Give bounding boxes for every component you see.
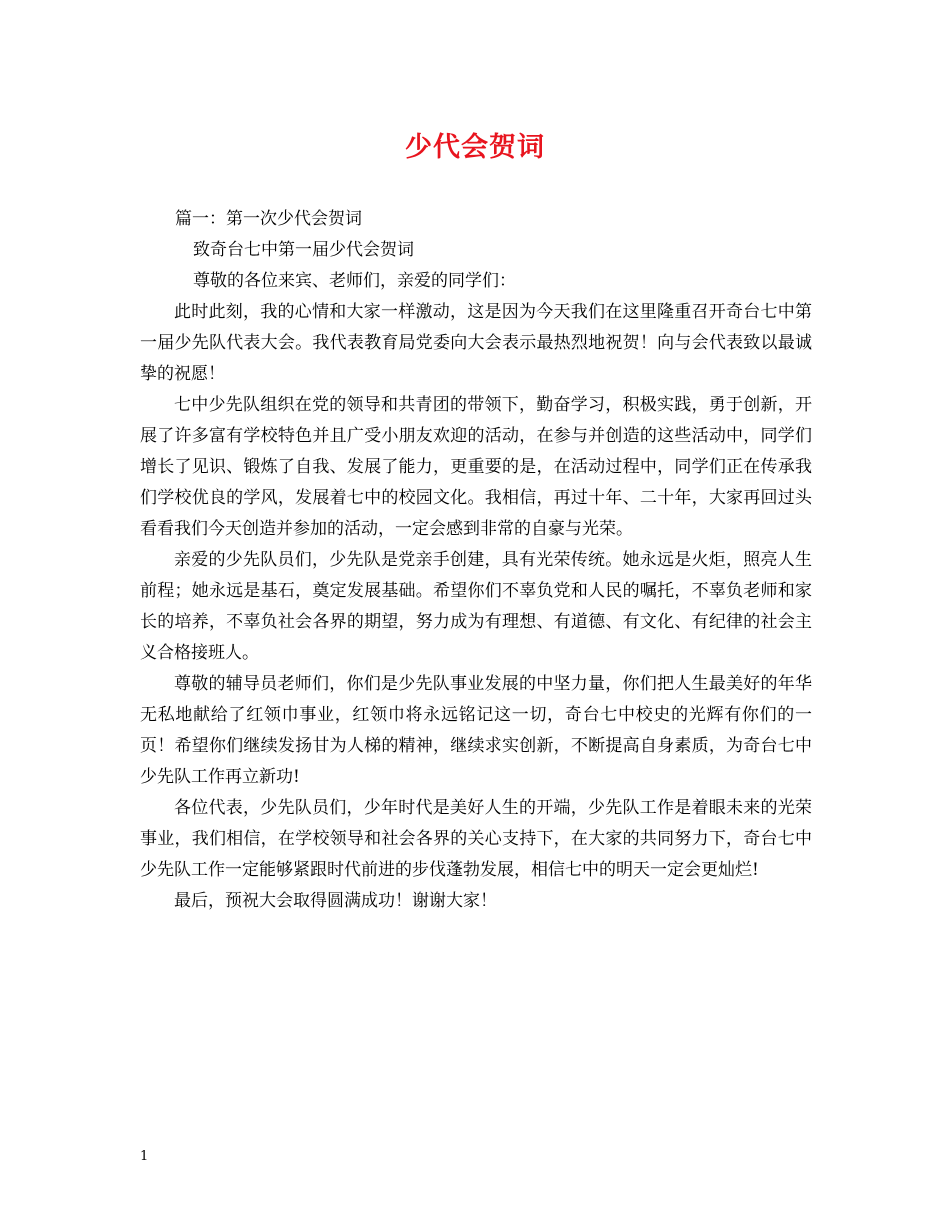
paragraph-achievements: 七中少先队组织在党的领导和共青团的带领下，勤奋学习，积极实践，勇于创新，开展了许多富有学校特色并且广受小朋友欢迎的活动，在参与并创造的这些活动中，同学们增长了见识、锻炼了自我、发展了能力，更重要的是，在活动过程中，同学们正在传承我们学校优良的学风，发展着七中的校园文化。我相信，再过十年、二十年，大家再回过头看看我们今天创造并参加的活动，一定会感到非常的自豪与光荣。 [140,395,812,539]
document-body [140,204,812,917]
page-number: 1 [140,1149,149,1164]
document-title: 少代会贺词 [405,132,545,163]
paragraph-counselors: 尊敬的辅导员老师们，你们是少先队事业发展的中坚力量，你们把人生最美好的年华无私地献给了红领巾事业，红领巾将永远铭记这一切，奇台七中校史的光辉有你们的一页！希望你们继续发扬甘为人梯的精神，继续求实创新，不断提高自身素质，为奇台七中少先队工作再立新功! [140,674,812,787]
salutation: 尊敬的各位来宾、老师们，亲爱的同学们： [193,271,516,291]
paragraph-future: 各位代表，少先队员们，少年时代是美好人生的开端，少先队工作是着眼未来的光荣事业，我们相信，在学校领导和社会各界的关心支持下，在大家的共同努力下，奇台七中少先队工作一定能够紧跟时代前进的步伐蓬勃发展，相信七中的明天一定会更灿烂! [140,798,812,880]
letter-heading: 致奇台七中第一届少代会贺词 [193,240,414,260]
paragraph-closing: 最后，预祝大会取得圆满成功！谢谢大家！ [174,891,497,911]
section-heading: 篇一：第一次少代会贺词 [175,209,362,229]
paragraph-pioneers: 亲爱的少先队员们，少先队是党亲手创建，具有光荣传统。她永远是火炬，照亮人生前程；她永远是基石，奠定发展基础。希望你们不辜负党和人民的嘱托，不辜负老师和家长的培养，不辜负社会各界的期望，努力成为有理想、有道德、有文化、有纪律的社会主义合格接班人。 [140,550,812,663]
paragraph-opening: 此时此刻，我的心情和大家一样激动，这是因为今天我们在这里隆重召开奇台七中第一届少先队代表大会。我代表教育局党委向大会表示最热烈地祝贺！向与会代表致以最诚挚的祝愿！ [140,302,812,384]
